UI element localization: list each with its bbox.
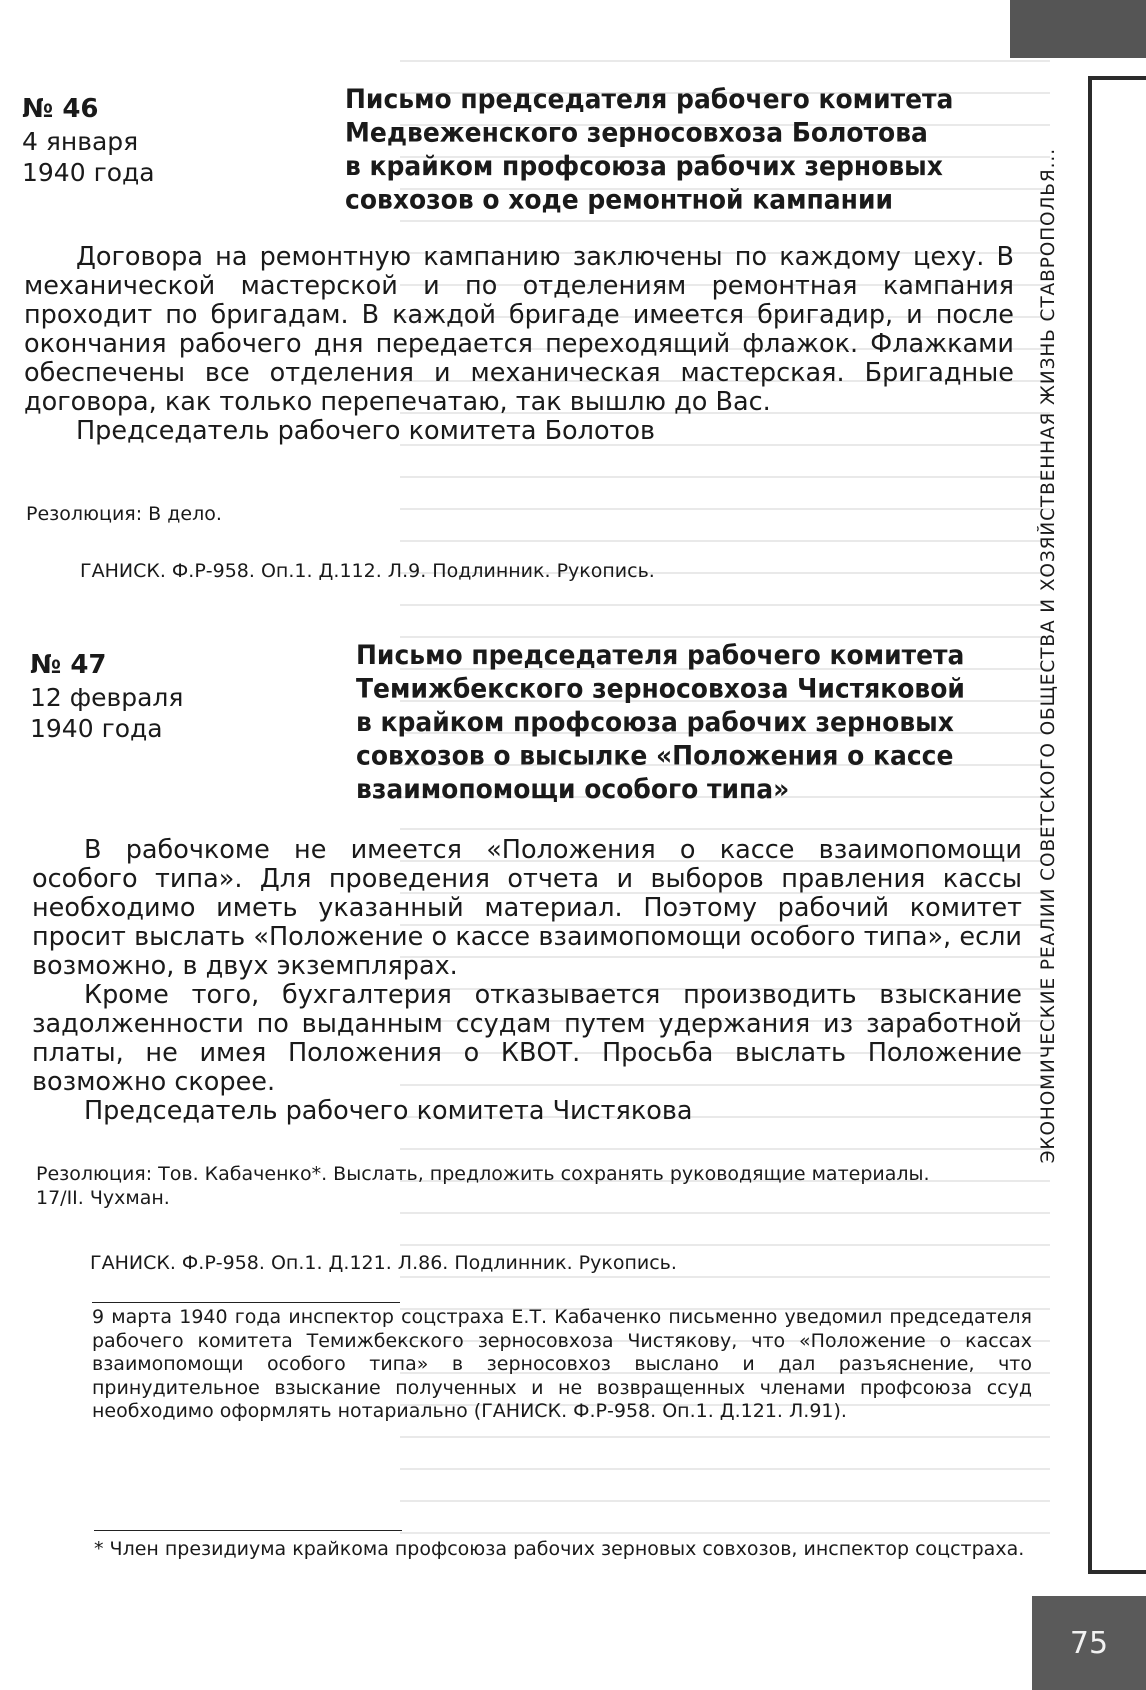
doc46-heading-line: в крайком профсоюза рабочих зерновых	[345, 150, 943, 182]
page-number-box	[1032, 1596, 1146, 1690]
doc46-body	[24, 243, 1014, 446]
doc47-number: № 47	[30, 650, 107, 680]
side-title-text: ЭКОНОМИЧЕСКИЕ РЕАЛИИ СОВЕТСКОГО ОБЩЕСТВА И ХОЗЯЙСТВЕННАЯ ЖИЗНЬ СТАВРОПОЛЬЯ...	[1037, 148, 1059, 1164]
running-side-title	[1022, 76, 1074, 1236]
doc47-heading-line: взаимопомощи особого типа»	[356, 773, 790, 805]
doc47-resolution	[36, 1162, 930, 1210]
side-frame	[1088, 76, 1146, 1574]
doc46-date-line2: 1940 года	[22, 158, 155, 187]
doc47-paragraph-2: Кроме того, бухгалтерия отказывается производить взыскание задолженности по выданным ссудам путем удержания из заработной платы, не имея Положения о КВОТ. Просьба выслать Положение возможно скорее.	[32, 980, 1022, 1097]
doc47-date	[30, 682, 183, 744]
doc47-date-line2: 1940 года	[30, 714, 163, 743]
doc47-resolution-line1: Резолюция: Тов. Кабаченко*. Выслать, предложить сохранять руководящие материалы.	[36, 1163, 930, 1185]
doc47-resolution-line2: 17/II. Чухман.	[36, 1187, 170, 1209]
doc47-heading-line: в крайком профсоюза рабочих зерновых	[356, 706, 954, 738]
doc47-paragraph-1: В рабочкоме не имеется «Положения о кассе взаимопомощи особого типа». Для проведения отчета и выборов правления кассы необходимо иметь указанный материал. Поэтому рабочий комитет просит выслать «Положение о кассе взаимопомощи особого типа», если возможно, в двух экземплярах.	[32, 835, 1022, 981]
doc47-body	[32, 836, 1022, 1126]
doc46-date	[22, 126, 155, 188]
doc47-heading	[356, 638, 1006, 805]
doc46-resolution: Резолюция: В дело.	[26, 503, 222, 525]
doc46-date-line1: 4 января	[22, 127, 139, 156]
doc47-heading-line: Темижбекского зерносовхоза Чистяковой	[356, 672, 965, 704]
doc47-heading-line: совхозов о высылке «Положения о кассе	[356, 739, 954, 771]
doc47-date-line1: 12 февраля	[30, 683, 184, 712]
doc46-heading	[345, 82, 985, 216]
doc46-signature: Председатель рабочего комитета Болотов	[76, 416, 656, 446]
note-divider	[92, 1302, 400, 1303]
doc46-paragraph: Договора на ремонтную кампанию заключены по каждому цеху. В механической мастерской и по отделениям ремонтная кампания проходит по бригадам. В каждой бригаде имеется бригадир, и после окончания рабочего дня передается переходящий флажок. Флажками обеспечены все отделения и механическая мастерская. Бригадные договора, как только перепечатаю, так вышлю до Вас.	[24, 242, 1014, 417]
page-number: 75	[1069, 1625, 1109, 1661]
doc47-archival-note: 9 марта 1940 года инспектор соцстраха Е.Т. Кабаченко письменно уведомил председателя рабочего комитета Темижбекского зерносовхоза Чистякову, что «Положение о кассах взаимопомощи особого типа» в зерносовхоз выслано и дал разъяснение, что принудительное взыскание полученных и не возвращенных членами профсоюза ссуд необходимо оформлять нотариально (ГАНИСК. Ф.Р-958. Оп.1. Д.121. Л.91).	[92, 1306, 1032, 1422]
doc47-signature: Председатель рабочего комитета Чистякова	[84, 1096, 693, 1126]
doc46-heading-line: совхозов о ходе ремонтной кампании	[345, 183, 893, 215]
doc46-archive-reference: ГАНИСК. Ф.Р-958. Оп.1. Д.112. Л.9. Подлинник. Рукопись.	[80, 560, 655, 582]
doc46-heading-line: Медвеженского зерносовхоза Болотова	[345, 116, 928, 148]
doc46-number: № 46	[22, 94, 99, 124]
top-corner-tab	[1010, 0, 1146, 58]
footnote: * Член президиума крайкома профсоюза рабочих зерновых совхозов, инспектор соцстраха.	[94, 1538, 1025, 1560]
footnote-divider	[94, 1530, 402, 1531]
doc47-archive-reference: ГАНИСК. Ф.Р-958. Оп.1. Д.121. Л.86. Подлинник. Рукопись.	[90, 1252, 677, 1274]
doc46-heading-line: Письмо председателя рабочего комитета	[345, 83, 954, 115]
doc47-heading-line: Письмо председателя рабочего комитета	[356, 639, 965, 671]
